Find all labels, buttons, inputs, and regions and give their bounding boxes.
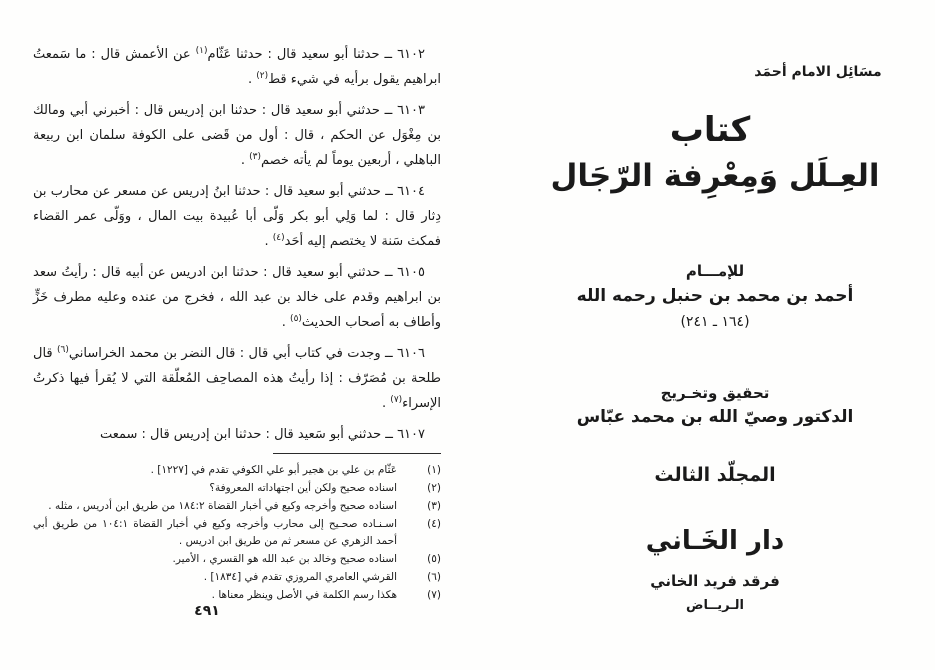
footnote-number: (٣) xyxy=(427,500,441,512)
left-page xyxy=(33,42,441,605)
author-name: أحمد بن محمد بن حنبل رحمه الله xyxy=(576,286,854,306)
publisher-city: الـريــاض xyxy=(685,598,744,613)
book-main-title: العِـلَل وَمِعْرِفة الرّجَال xyxy=(550,158,880,194)
title-word-kitab: كتاب xyxy=(669,110,751,150)
hadith-entry-6103: ٦١٠٣ ــ حدثني أبو سعيد قال : حدثنا ابن إدريس قال : أخبرني أبي ومالك بن مِغْوَل عن الحكم ، قال : أول من قَضى على الكوفة سلمان ابن ربيعة الباهلي ، أربعين يوماً لم يأته خصم$^{(٣)}$ . xyxy=(33,103,441,168)
hadith-entry-6104: ٦١٠٤ ــ حدثني أبو سعيد قال : حدثنا ابنُ إدريس عن مسعر عن محارب بن دِثار قال : لما وَلِي أبو بكر وَلّى أبا عُبيدة بيت المال ، ووَلّى عمر القضاء فمكث سَنة لا يختصم إليه أحَد$^{(٤)}$ . xyxy=(33,184,441,249)
publisher-name: دار الخَـاني xyxy=(645,526,785,556)
footnote-text: اسناده صحيح ولكن أين اجتهاداته المعروفة؟ xyxy=(209,482,397,494)
footnote-5 xyxy=(33,551,441,568)
footnote-6 xyxy=(33,569,441,586)
footnote-text: القرشي العامري المروزي تقدم في [١٨٣٤] . xyxy=(203,571,397,583)
footnote-number: (٥) xyxy=(427,553,441,565)
footnote-4 xyxy=(33,516,441,550)
by-the-imam-label: للإمـــام xyxy=(685,262,745,280)
author-dates: (١٦٤ ـ ٢٤١) xyxy=(680,314,750,330)
footnote-text: اسـنـاده صحـيح إلى محارب وأخرجه وكيع في أخبار القضاة ١٠٤:١ من طريق أبي أحمد الزهري عن مسعر ثم من طريق ابن ادريس . xyxy=(33,518,397,547)
footnote-number: (٤) xyxy=(427,518,441,530)
footnote-separator xyxy=(273,453,441,454)
right-title-page xyxy=(520,0,915,670)
footnotes-block xyxy=(33,462,441,604)
hadith-entry-6107: ٦١٠٧ ــ حدثني أبو سَعيد قال : حدثنا ابن إدريس قال : سمعت xyxy=(99,427,425,442)
page-number: ٤٩١ xyxy=(194,603,220,619)
hadith-entry-6105: ٦١٠٥ ــ حدثني أبو سعيد قال : حدثنا ابن ادريس عن أبيه قال : رأيتُ سعد بن ابراهيم وقدم على خالد بن عبد الله ، فخرج من عنده وعليه مطرف خَزٍّ وأطاف به أصحاب الحديث$^{(٥)}$ . xyxy=(33,265,441,330)
footnote-text: عَثّام بن علي بن هجير أبو علي الكوفي تقدم في [١٢٢٧] . xyxy=(150,464,397,476)
editor-name: الدكتور وصيّ الله بن محمد عبّاس xyxy=(576,407,854,427)
footnote-1 xyxy=(33,462,441,479)
footnote-3 xyxy=(33,498,441,515)
editing-label: تحقيق وتخـريج xyxy=(660,384,770,402)
footnote-number: (٦) xyxy=(427,571,441,583)
series-title: مسَائِل الامام أحمَد xyxy=(754,64,882,80)
footnote-7 xyxy=(33,587,441,604)
footnote-number: (٧) xyxy=(427,589,441,601)
footnote-2 xyxy=(33,480,441,497)
footnote-number: (٢) xyxy=(427,482,441,494)
footnote-number: (١) xyxy=(427,464,441,476)
hadith-entry-6102: ٦١٠٢ ــ حدثنا أبو سعيد قال : حدثنا عَثّام$^{(١)}$ عن الأعمش قال : ما سَمعتُ ابراهيم يقول برأيه في شيء قط$^{(٢)}$ . xyxy=(33,46,441,87)
footnote-text: هكذا رسم الكلمة في الأصل وينظر معناها . xyxy=(211,589,397,601)
publisher-person: فرقد فريد الخاني xyxy=(650,572,780,590)
volume-label: المجلّد الثالث xyxy=(654,464,776,486)
footnote-text: اسناده صحيح وخالد بن عبد الله هو القسري ، الأمير. xyxy=(172,553,397,565)
footnote-text: اسناده صحيح وأخرجه وكيع في أخبار القضاة ١٨٤:٢ من طريق ابن أدريس ، مثله . xyxy=(48,500,397,512)
hadith-entry-6106: ٦١٠٦ ــ وجدت في كتاب أبي قال : قال النضر بن محمد الخراساني$^{(٦)}$ قال طلحة بن مُصَرّف : إذا رأيتُ هذه المصاحِف المُعلّقة التي لا يُقرأ فيها ذكرتُ الإسراء$^{(٧)}$ . xyxy=(33,345,441,411)
